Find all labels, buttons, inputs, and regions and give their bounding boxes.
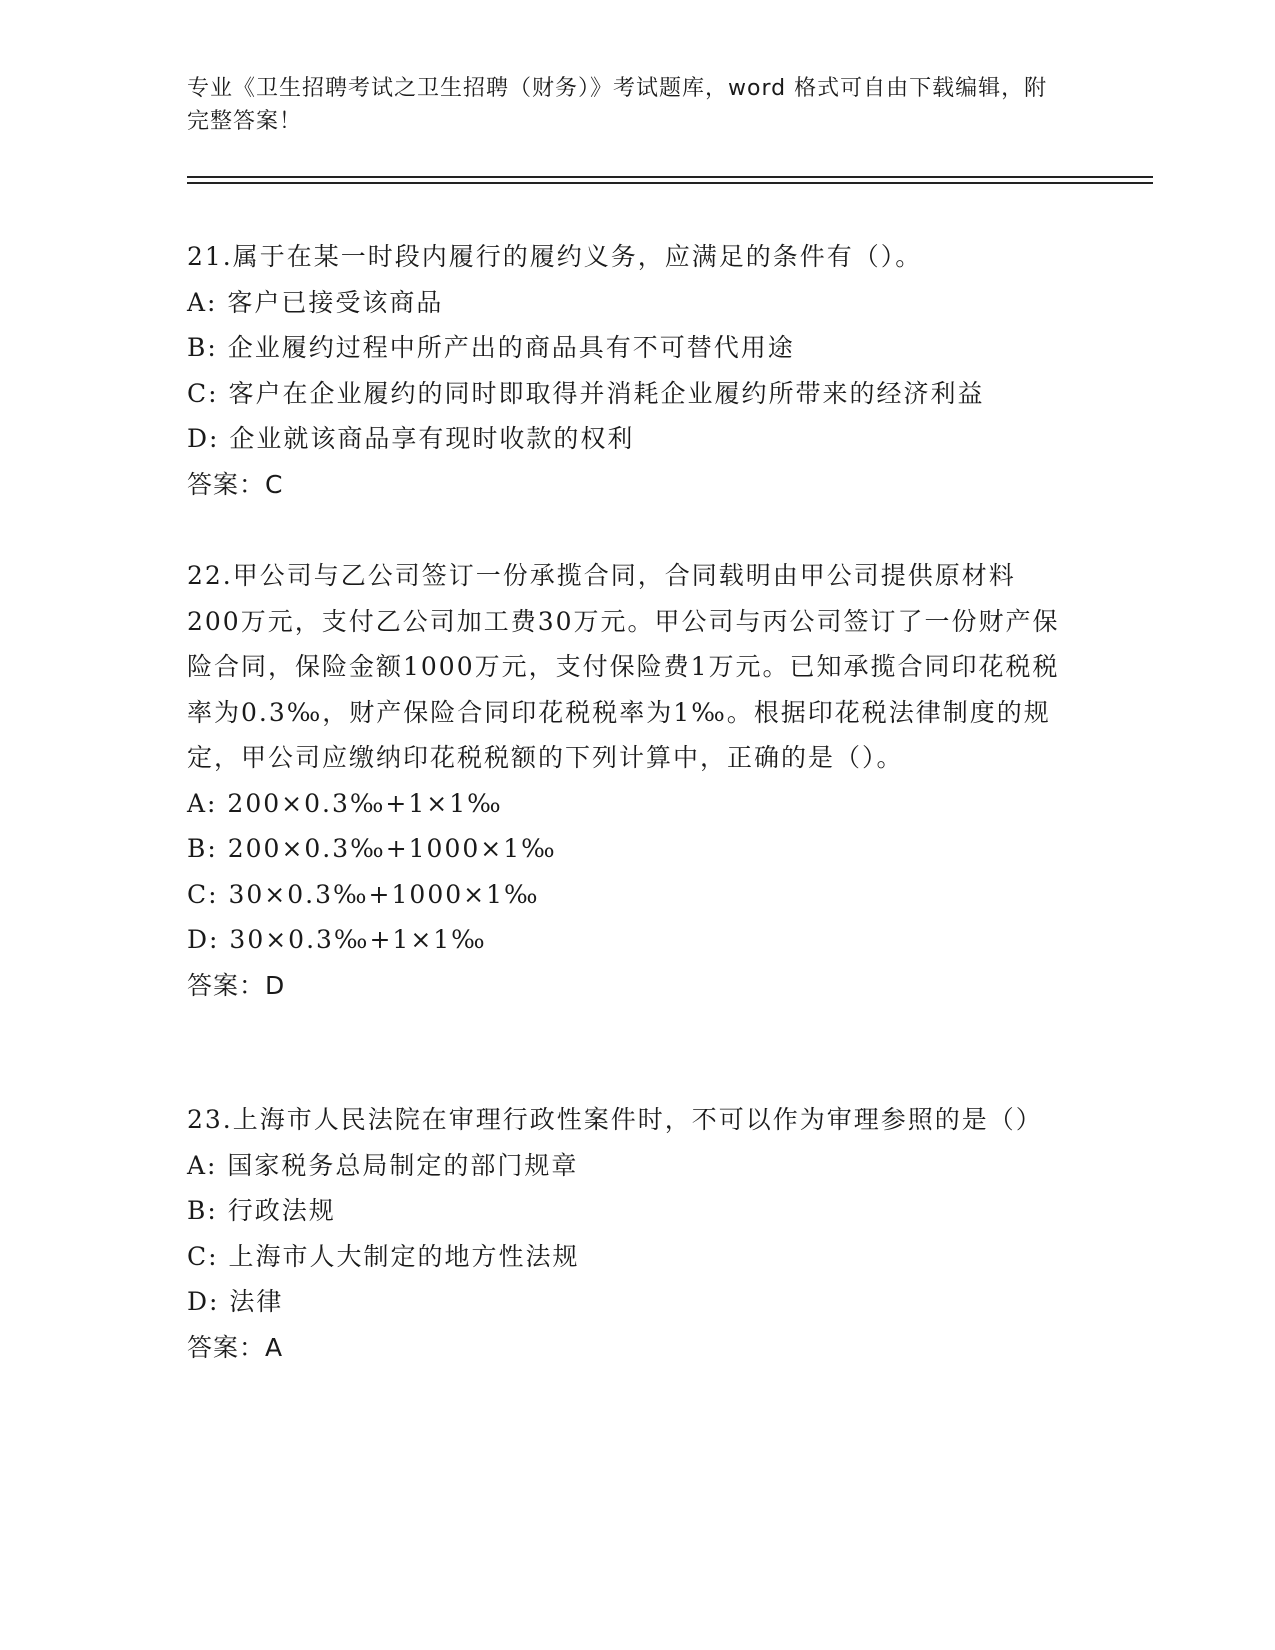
- option-c: C: 上海市人大制定的地方性法规: [187, 1241, 580, 1271]
- question-23: [187, 1097, 1067, 1370]
- option-b: B: 行政法规: [187, 1196, 336, 1225]
- answer-line: 答案：A: [187, 1332, 284, 1362]
- option-a: A: 200×0.3‰+1×1‰: [187, 788, 503, 818]
- question-22: [187, 553, 1067, 1008]
- question-stem: 21.属于在某一时段内履行的履约义务，应满足的条件有（）。: [187, 242, 923, 271]
- option-d: D: 企业就该商品享有现时收款的权利: [187, 424, 635, 453]
- option-a: A: 客户已接受该商品: [187, 287, 444, 317]
- question-21: [187, 234, 1067, 507]
- option-b: B: 企业履约过程中所产出的商品具有不可替代用途: [187, 333, 795, 362]
- option-c: C: 客户在企业履约的同时即取得并消耗企业履约所带来的经济利益: [187, 378, 985, 408]
- question-stem: 23.上海市人民法院在审理行政性案件时，不可以作为审理参照的是（）: [187, 1105, 1043, 1134]
- answer-line: 答案：C: [187, 469, 284, 499]
- option-d: D: 30×0.3‰+1×1‰: [187, 925, 487, 954]
- option-c: C: 30×0.3‰+1000×1‰: [187, 879, 540, 909]
- document-header-intro: 专业《卫生招聘考试之卫生招聘（财务）》考试题库，word 格式可自由下载编辑，附完整答案！: [187, 76, 1048, 134]
- question-stem: 22.甲公司与乙公司签订一份承揽合同，合同载明由甲公司提供原材料200万元，支付乙公司加工费30万元。甲公司与丙公司签订了一份财产保险合同，保险金额1000万元，支付保险费1万元。已知承揽合同印花税税率为0.3‰，财产保险合同印花税税率为1‰。根据印花税法律制度的规定，甲公司应缴纳印花税税额的下列计算中，正确的是（）。: [187, 561, 1060, 772]
- header-divider-top: [187, 176, 1153, 178]
- answer-line: 答案：D: [187, 970, 286, 1000]
- header-divider-bottom: [187, 182, 1153, 184]
- option-a: A: 国家税务总局制定的部门规章: [187, 1150, 579, 1180]
- option-d: D: 法律: [187, 1287, 284, 1316]
- option-b: B: 200×0.3‰+1000×1‰: [187, 834, 557, 863]
